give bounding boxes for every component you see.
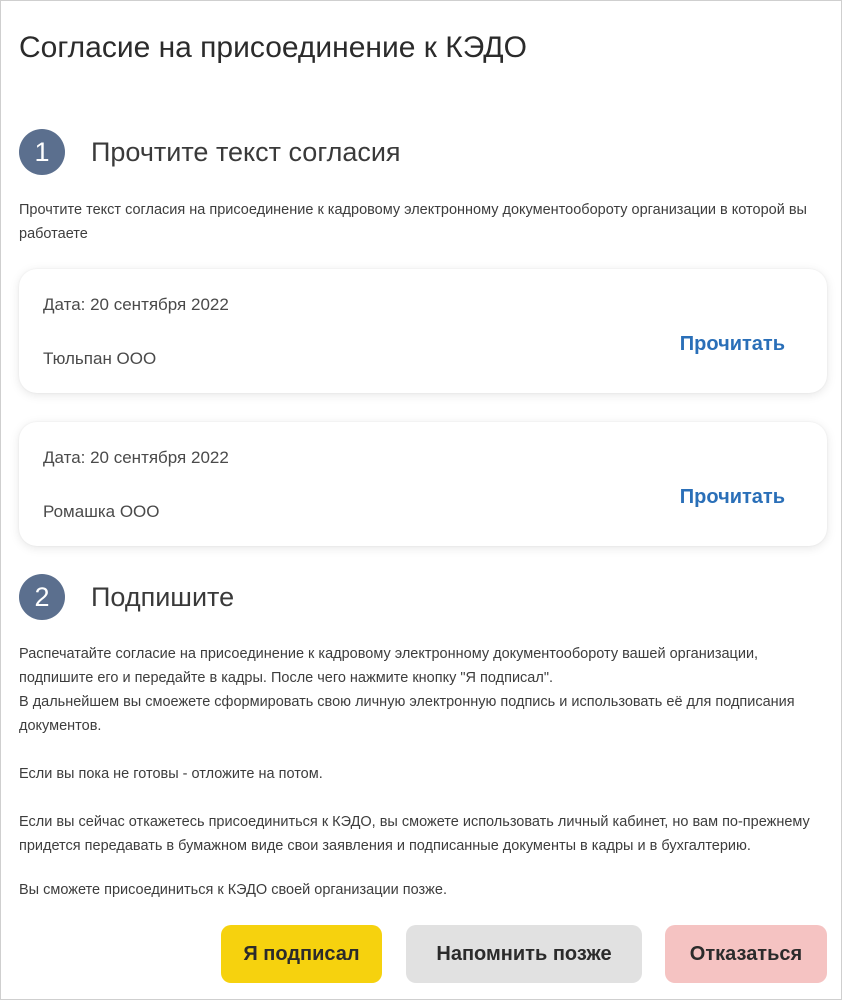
document-organization: Тюльпан ООО [43, 349, 157, 368]
step-2-postpone-note: Если вы пока не готовы - отложите на потом. [19, 766, 323, 782]
document-date: Дата: 20 сентября 2022 [43, 448, 229, 467]
step-2-title: Подпишите [91, 581, 235, 612]
document-date: Дата: 20 сентября 2022 [43, 295, 229, 314]
document-organization: Ромашка ООО [43, 502, 160, 521]
signed-button[interactable]: Я подписал [221, 925, 382, 983]
page-title: Согласие на присоединение к КЭДО [19, 31, 527, 64]
step-1-description: Прочтите текст согласия на присоединение к кадровому электронному документообороту организации в которой вы работаете [19, 202, 807, 242]
document-card [19, 269, 827, 393]
step-2-instruction: Распечатайте согласие на присоединение к кадровому электронному документообороту вашей организации, подпишите его и передайте в кадры. После чего нажмите кнопку "Я подписал". [19, 646, 759, 686]
step-1-badge: 1 [19, 129, 65, 175]
step-2-later-note: Вы сможете присоединиться к КЭДО своей организации позже. [19, 882, 447, 898]
remind-later-button[interactable]: Напомнить позже [406, 925, 642, 983]
read-document-link[interactable]: Прочитать [679, 333, 785, 355]
refuse-button[interactable]: Отказаться [665, 925, 827, 983]
document-card [19, 422, 827, 546]
step-2-refuse-note: Если вы сейчас откажетесь присоединиться к КЭДО, вы сможете использовать личный кабинет, но вам по-прежнему придется передавать в бумажном виде свои заявления и подписанные документы в кадры и в бухгалтерию. [19, 814, 810, 854]
step-2-signature-note: В дальнейшем вы смоежете сформировать свою личную электронную подпись и использовать её для подписания документов. [19, 694, 795, 734]
step-2-header [19, 574, 234, 620]
read-document-link[interactable]: Прочитать [679, 486, 785, 508]
step-1-header [19, 129, 401, 175]
step-2-badge: 2 [19, 574, 65, 620]
step-1-title: Прочтите текст согласия [91, 136, 401, 167]
